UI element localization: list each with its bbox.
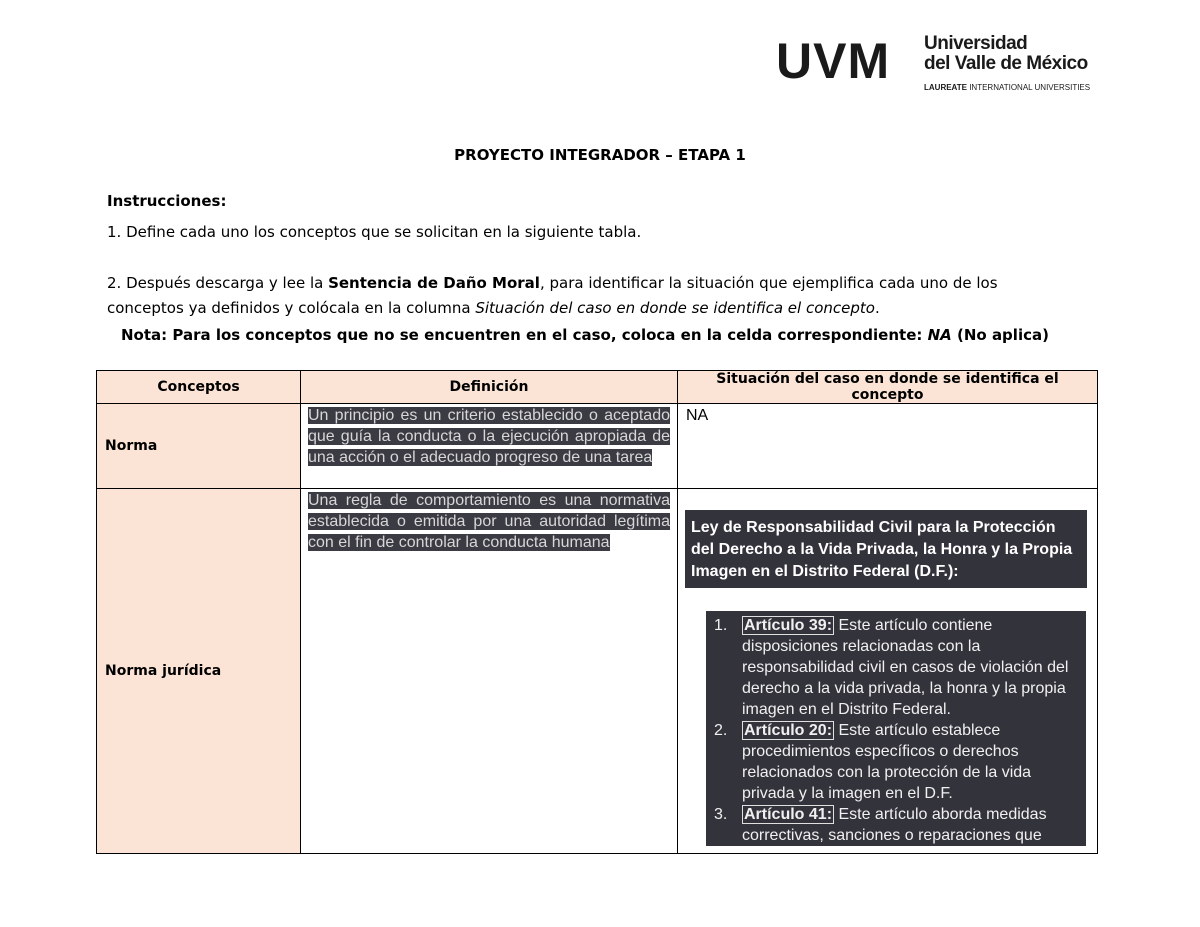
logo-mark: UVM [776,33,891,89]
definition-text: Una regla de comportamiento es una normativa establecida o emitida por una autoridad legítima con el fin de controlar la conducta humana [308,492,670,551]
article-text: Este artículo contiene disposiciones relacionadas con la responsabilidad civil en casos de violación del derecho a la vida privada, la honra y la propia imagen en el Distrito Federal. [742,617,1069,718]
definition-cell [301,489,678,854]
logo-laureate-bold: LAUREATE [924,83,967,92]
table-row-norma-juridica [97,489,1098,854]
list-item [714,720,1080,804]
situation-text: NA [686,407,709,424]
situation-cell [678,489,1098,854]
list-number: 2. [714,722,728,739]
note-text-c: (No aplica) [951,326,1049,344]
list-number: 3. [714,806,728,823]
logo-university-name [924,34,1088,74]
step2-sentence-name: Sentencia de Daño Moral [328,274,540,292]
step2-text-c: , para identificar la situación que ejemplifica cada uno de los conceptos ya definidos y colócala en la columna [107,274,998,317]
article-text: Este artículo establece procedimientos específicos o derechos relacionados con la protección de la vida privada y la imagen en el D.F. [742,722,1032,802]
instruction-step-1: 1. Define cada uno los conceptos que se solicitan en la siguiente tabla. [107,223,642,241]
article-text: Este artículo aborda medidas correctivas, sanciones o reparaciones que [742,806,1047,844]
logo-laureate-tagline [924,83,1090,92]
concept-cell: Norma jurídica [97,489,301,854]
table-row-norma [97,404,1098,489]
table-header-row [97,371,1098,404]
list-item [714,804,1080,846]
step2-column-name: Situación del caso en donde se identifica el concepto [475,299,875,317]
article-label: Artículo 39: [744,617,833,634]
instruction-step-2 [107,271,1067,321]
header-situation: Situación del caso en donde se identifica el concepto [678,371,1098,404]
list-item [714,615,1080,720]
article-label: Artículo 20: [744,722,833,739]
note [121,323,1081,348]
law-title: Ley de Responsabilidad Civil para la Protección del Derecho a la Vida Privada, la Honra y la Propia Imagen en el Distrito Federal (D.F.): [685,510,1087,588]
note-na: NA [927,326,952,344]
logo-laureate-rest: INTERNATIONAL UNIVERSITIES [966,83,1091,92]
articles-list [706,611,1086,846]
step2-text-e: . [874,299,880,317]
uvm-logo [776,32,1096,102]
article-label: Artículo 41: [744,806,833,823]
instructions-label: Instrucciones: [107,192,227,210]
concepts-table [96,370,1098,854]
definition-cell [301,404,678,489]
concept-cell: Norma [97,404,301,489]
situation-cell [678,404,1098,489]
list-number: 1. [714,617,728,634]
step2-text-a: 2. Después descarga y lee la [107,274,329,292]
logo-name-line1: Universidad [924,33,1028,54]
logo-name-line2: del Valle de México [924,53,1088,74]
note-text-a: Nota: Para los conceptos que no se encuentren en el caso, coloca en la celda correspondiente: [121,326,928,344]
header-concepts: Conceptos [97,371,301,404]
header-definition: Definición [301,371,678,404]
definition-text: Un principio es un criterio establecido o aceptado que guía la conducta o la ejecución apropiada de una acción o el adecuado progreso de una tarea [308,407,670,466]
document-title: PROYECTO INTEGRADOR – ETAPA 1 [454,146,746,164]
